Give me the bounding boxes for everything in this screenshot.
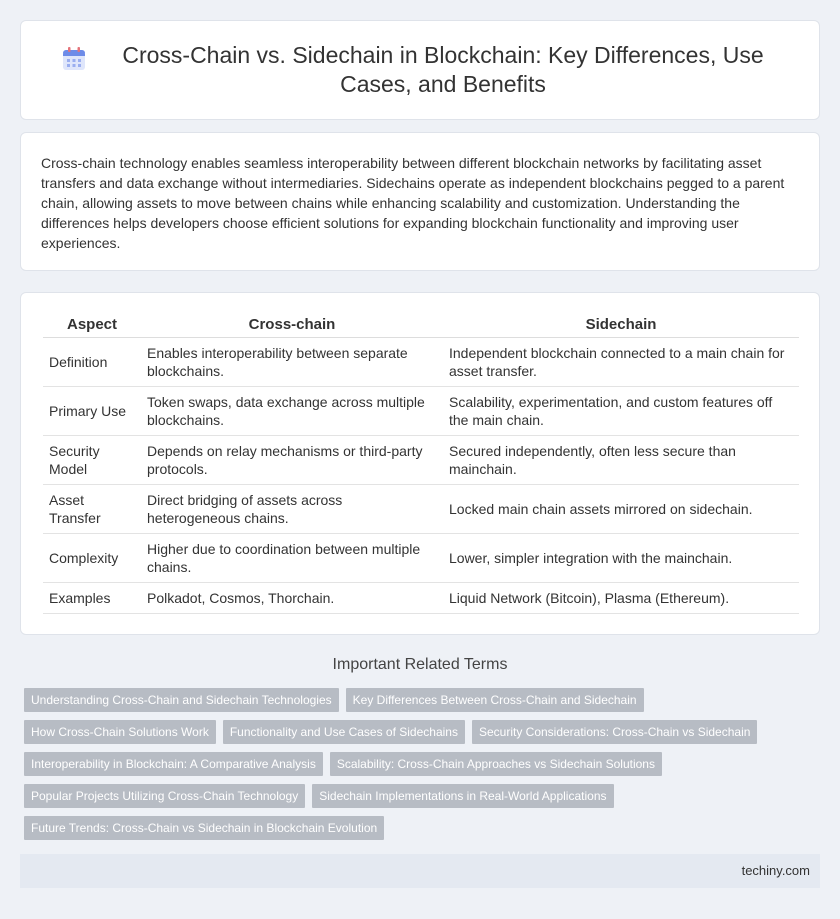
site-name[interactable]: techiny.com bbox=[741, 863, 810, 878]
intro-card bbox=[20, 132, 820, 271]
related-term-tag[interactable]: Future Trends: Cross-Chain vs Sidechain in Blockchain Evolution bbox=[24, 816, 384, 840]
table-row bbox=[43, 337, 799, 386]
aspect-cell: Definition bbox=[43, 337, 141, 386]
comparison-table bbox=[43, 315, 799, 614]
cross-chain-cell: Enables interoperability between separate blockchains. bbox=[141, 337, 443, 386]
tag-row bbox=[24, 784, 804, 808]
related-term-tag[interactable]: Interoperability in Blockchain: A Comparative Analysis bbox=[24, 752, 323, 776]
sidechain-cell: Scalability, experimentation, and custom features off the main chain. bbox=[443, 386, 799, 435]
column-header-cross-chain: Cross-chain bbox=[141, 315, 443, 337]
tag-row bbox=[24, 752, 804, 776]
table-row bbox=[43, 386, 799, 435]
sidechain-cell: Lower, simpler integration with the mainchain. bbox=[443, 533, 799, 582]
sidechain-cell: Independent blockchain connected to a main chain for asset transfer. bbox=[443, 337, 799, 386]
page-title: Cross-Chain vs. Sidechain in Blockchain: Key Differences, Use Cases, and Benefits bbox=[122, 42, 764, 97]
sidechain-cell: Secured independently, often less secure than mainchain. bbox=[443, 435, 799, 484]
related-term-tag[interactable]: Key Differences Between Cross-Chain and Sidechain bbox=[346, 688, 644, 712]
table-row bbox=[43, 582, 799, 613]
aspect-cell: Examples bbox=[43, 582, 141, 613]
comparison-table-card bbox=[20, 292, 820, 635]
related-term-tag[interactable]: Understanding Cross-Chain and Sidechain Technologies bbox=[24, 688, 339, 712]
footer bbox=[20, 854, 820, 888]
aspect-cell: Asset Transfer bbox=[43, 484, 141, 533]
related-term-tag[interactable]: Popular Projects Utilizing Cross-Chain Technology bbox=[24, 784, 305, 808]
column-header-sidechain: Sidechain bbox=[443, 315, 799, 337]
cross-chain-cell: Higher due to coordination between multiple chains. bbox=[141, 533, 443, 582]
related-terms-heading: Important Related Terms bbox=[332, 656, 508, 673]
intro-paragraph: Cross-chain technology enables seamless interoperability between different blockchain networks by facilitating asset transfers and data exchange without intermediaries. Sidechains operate as independent blockchains pegged to a parent chain, allowing assets to move between chains while enhancing scalability and customization. Understanding the differences helps developers choose efficient solutions for expanding blockchain functionality and improving user experiences. bbox=[41, 155, 785, 251]
aspect-cell: Security Model bbox=[43, 435, 141, 484]
related-term-tag[interactable]: Scalability: Cross-Chain Approaches vs Sidechain Solutions bbox=[330, 752, 662, 776]
sidechain-cell: Locked main chain assets mirrored on sidechain. bbox=[443, 484, 799, 533]
table-row bbox=[43, 484, 799, 533]
header-card bbox=[20, 20, 820, 120]
table-header-row bbox=[43, 315, 799, 337]
cross-chain-cell: Polkadot, Cosmos, Thorchain. bbox=[141, 582, 443, 613]
related-term-tag[interactable]: Functionality and Use Cases of Sidechains bbox=[223, 720, 465, 744]
aspect-cell: Primary Use bbox=[43, 386, 141, 435]
cross-chain-cell: Token swaps, data exchange across multiple blockchains. bbox=[141, 386, 443, 435]
related-terms-list bbox=[24, 688, 804, 848]
cross-chain-cell: Direct bridging of assets across heterogeneous chains. bbox=[141, 484, 443, 533]
related-term-tag[interactable]: How Cross-Chain Solutions Work bbox=[24, 720, 216, 744]
table-row bbox=[43, 533, 799, 582]
table-row bbox=[43, 435, 799, 484]
cross-chain-cell: Depends on relay mechanisms or third-party protocols. bbox=[141, 435, 443, 484]
tag-row bbox=[24, 816, 804, 840]
tag-row bbox=[24, 688, 804, 712]
related-term-tag[interactable]: Security Considerations: Cross-Chain vs Sidechain bbox=[472, 720, 757, 744]
aspect-cell: Complexity bbox=[43, 533, 141, 582]
calendar-grid-icon bbox=[61, 46, 87, 72]
tag-row bbox=[24, 720, 804, 744]
related-term-tag[interactable]: Sidechain Implementations in Real-World Applications bbox=[312, 784, 613, 808]
sidechain-cell: Liquid Network (Bitcoin), Plasma (Ethereum). bbox=[443, 582, 799, 613]
column-header-aspect: Aspect bbox=[43, 315, 141, 337]
